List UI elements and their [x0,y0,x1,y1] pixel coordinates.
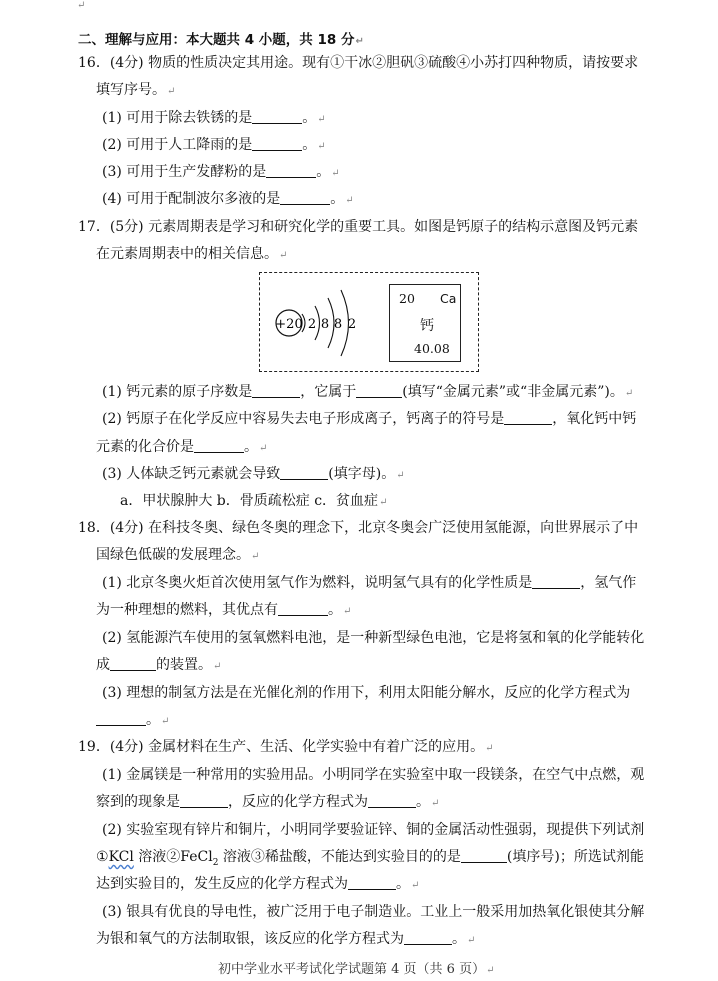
answer-blank[interactable] [252,383,300,398]
element-name: 钙 [420,318,434,334]
q18-part-1-line-1: (1) 北京冬奥火炬首次使用氢气作为燃料，说明氢气具有的化学性质是 ，氢气作 [102,575,637,591]
q19-part-1-line-2: 察到的现象是 ，反应的化学方程式为 。↵ [96,794,440,810]
shell-electron-count-4: 2 [347,317,357,332]
answer-blank[interactable] [110,656,156,671]
page-footer: 初中学业水平考试化学试题第 4 页（共 6 页）↵ [218,962,495,977]
answer-blank[interactable] [180,793,228,808]
answer-blank[interactable] [194,438,244,453]
answer-blank[interactable] [504,410,552,425]
answer-blank[interactable] [252,136,302,151]
q16-item-3: (3) 可用于生产发酵粉的是 。↵ [102,164,340,180]
q18-stem-line-1: 18．(4分) 在科技冬奥、绿色冬奥的理念下，北京冬奥会广泛使用氢能源，向世界展示了中 [78,520,639,536]
q19-part-1-line-1: (1) 金属镁是一种常用的实验用品。小明同学在实验室中取一段镁条，在空气中点燃，观 [102,767,645,783]
section-title: 二、理解与应用：本大题共 4 小题，共 18 分↵ [78,32,364,48]
periodic-table-cell [389,284,461,362]
answer-blank[interactable] [280,465,328,480]
answer-blank[interactable] [280,190,330,205]
q17-part-3: (3) 人体缺乏钙元素就会导致 (填字母)。↵ [102,466,405,482]
q19-part-3-line-2: 为银和氧气的方法制取银，该反应的化学方程式为 。↵ [96,931,476,947]
answer-blank[interactable] [278,601,328,616]
answer-blank[interactable] [356,383,402,398]
q19-part-2-line-2: ①KCl 溶液②FeCl$_2$ 溶液③稀盐酸，不能达到实验目的的是 (填序号)；所选试剂能 [96,849,644,868]
q19-part-2-line-3: 达到实验目的，发生反应的化学方程式为 。↵ [96,876,420,892]
q16-item-1: (1) 可用于除去铁锈的是 。↵ [102,110,326,126]
q16-stem-line-1: 16．(4分) 物质的性质决定其用途。现有①干冰②胆矾③硫酸④小苏打四种物质，请按要求 [78,55,639,71]
answer-blank[interactable] [266,163,316,178]
answer-blank[interactable] [368,793,416,808]
q19-part-3-line-1: (3) 银具有优良的导电性，被广泛用于电子制造业。工业上一般采用加热氧化银使其分解 [102,904,645,920]
calcium-figure [259,272,479,372]
answer-blank[interactable] [348,875,396,890]
q17-stem-line-2: 在元素周期表中的相关信息。↵ [96,246,288,262]
element-symbol: Ca [440,291,457,306]
q18-part-3-line-1: (3) 理想的制氢方法是在光催化剂的作用下，利用太阳能分解水，反应的化学方程式为 [102,685,631,701]
q16-item-4: (4) 可用于配制波尔多液的是 。↵ [102,191,354,207]
top-return-mark: ↵ [77,0,86,11]
q19-stem: 19．(4分) 金属材料在生产、生活、化学实验中有着广泛的应用。↵ [78,739,494,755]
shell-electron-count-2: 8 [320,317,330,332]
answer-blank[interactable] [96,711,146,726]
q17-stem-line-1: 17．(5分) 元素周期表是学习和研究化学的重要工具。如图是钙原子的结构示意图及钙元素 [78,219,639,235]
answer-blank[interactable] [532,574,580,589]
q18-part-2-line-1: (2) 氢能源汽车使用的氢氧燃料电池，是一种新型绿色电池，它是将氢和氧的化学能转化 [102,630,645,646]
q16-item-2: (2) 可用于人工降雨的是 。↵ [102,137,326,153]
answer-blank[interactable] [252,109,302,124]
q18-part-3-line-2: 。↵ [96,710,169,732]
q17-options: a．甲状腺肿大 b．骨质疏松症 c．贫血症↵ [120,493,388,509]
nucleus-charge: +20 [275,317,303,332]
answer-blank[interactable] [404,930,452,945]
q18-part-2-line-2: 成 的装置。↵ [96,657,222,673]
q17-part-1: (1) 钙元素的原子序数是 ，它属于 (填写“金属元素”或“非金属元素”)。↵ [102,384,634,400]
q18-part-1-line-2: 为一种理想的燃料，其优点有 。↵ [96,602,352,618]
q17-part-2-line-2: 元素的化合价是 。↵ [96,439,268,455]
shell-electron-count-1: 2 [307,317,317,332]
atomic-mass: 40.08 [414,341,450,356]
q19-part-2-line-1: (2) 实验室现有锌片和铜片，小明同学要验证锌、铜的金属活动性强弱，现提供下列试剂 [102,822,645,838]
shell-electron-count-3: 8 [333,317,343,332]
atomic-number: 20 [399,291,415,306]
q18-stem-line-2: 国绿色低碳的发展理念。↵ [96,547,260,563]
q17-part-2-line-1: (2) 钙原子在化学反应中容易失去电子形成离子，钙离子的符号是 ，氧化钙中钙 [102,411,637,427]
q16-stem-line-2: 填写序号。↵ [96,82,176,98]
answer-blank[interactable] [461,848,507,863]
